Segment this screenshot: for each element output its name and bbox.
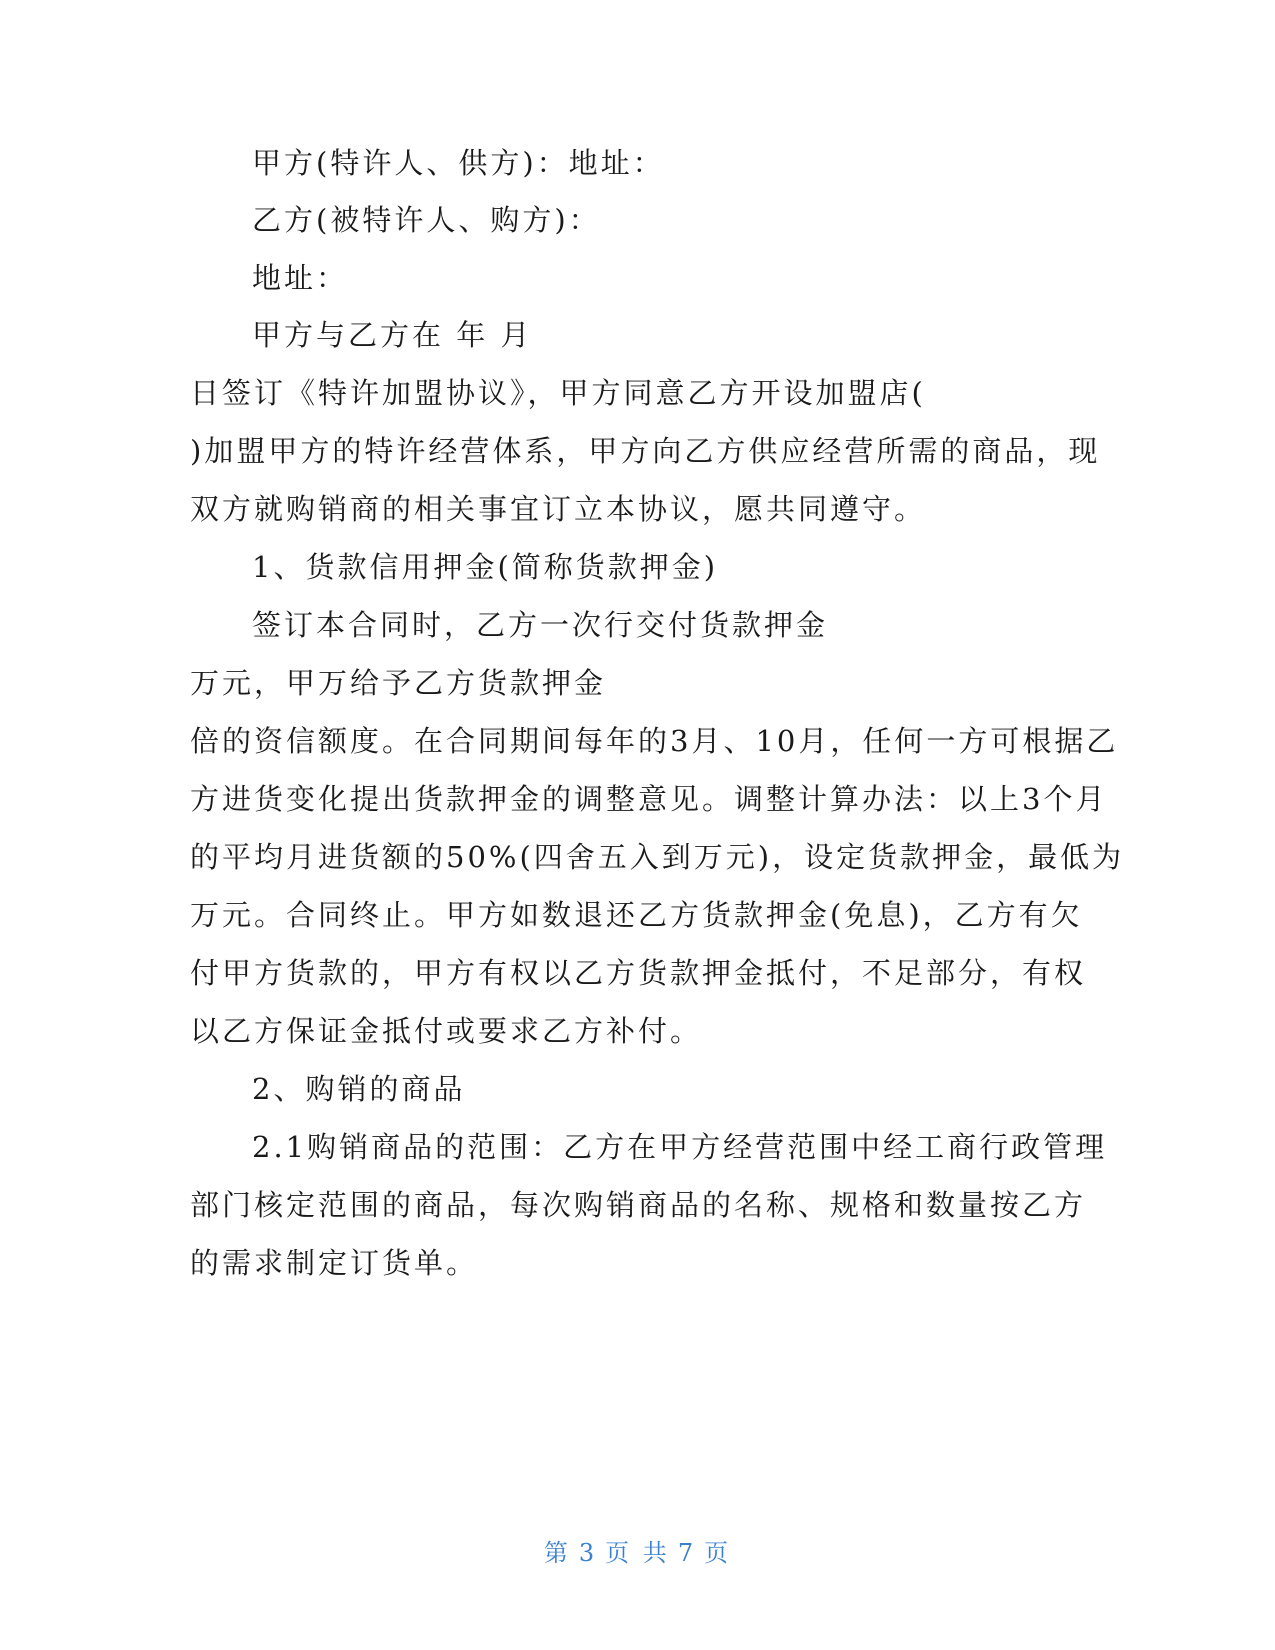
paragraph-line: 的平均月进货额的50%(四舍五入到万元)，设定货款押金，最低为 bbox=[190, 840, 1125, 874]
paragraph-line: )加盟甲方的特许经营体系，甲方向乙方供应经营所需的商品，现 bbox=[190, 434, 1101, 468]
paragraph-line: 万元。合同终止。甲方如数退还乙方货款押金(免息)，乙方有欠 bbox=[190, 898, 1083, 932]
paragraph-line: 倍的资信额度。在合同期间每年的3月、10月，任何一方可根据乙 bbox=[190, 724, 1119, 758]
paragraph-line: 的需求制定订货单。 bbox=[190, 1246, 479, 1280]
page-label-suffix: 页 bbox=[704, 1539, 732, 1567]
section-heading: 1、货款信用押金(简称货款押金) bbox=[252, 550, 719, 584]
total-pages-number: 7 bbox=[677, 1539, 697, 1567]
party-a-line: 甲方(特许人、供方)：地址： bbox=[252, 146, 665, 180]
current-page-number: 3 bbox=[578, 1539, 598, 1567]
paragraph-line: 双方就购销商的相关事宜订立本协议，愿共同遵守。 bbox=[190, 492, 927, 526]
page-label-prefix: 第 bbox=[543, 1539, 571, 1567]
paragraph-line: 部门核定范围的商品，每次购销商品的名称、规格和数量按乙方 bbox=[190, 1188, 1087, 1222]
paragraph-line: 甲方与乙方在 年 月 bbox=[252, 318, 533, 352]
address-line: 地址： bbox=[252, 261, 349, 295]
paragraph-line: 万元，甲万给予乙方货款押金 bbox=[190, 666, 607, 700]
paragraph-line: 付甲方货款的，甲方有权以乙方货款押金抵付，不足部分，有权 bbox=[190, 956, 1087, 990]
section-heading: 2、购销的商品 bbox=[252, 1072, 466, 1106]
paragraph-line: 日签订《特许加盟协议》，甲方同意乙方开设加盟店( bbox=[190, 376, 926, 410]
party-b-line: 乙方(被特许人、购方)： bbox=[252, 203, 601, 237]
paragraph-line: 以乙方保证金抵付或要求乙方补付。 bbox=[190, 1014, 703, 1048]
paragraph-line: 签订本合同时，乙方一次行交付货款押金 bbox=[252, 608, 829, 642]
page-footer bbox=[0, 1538, 1275, 1568]
paragraph-line: 2.1购销商品的范围：乙方在甲方经营范围中经工商行政管理 bbox=[252, 1130, 1108, 1164]
paragraph-line: 方进货变化提出货款押金的调整意见。调整计算办法：以上3个月 bbox=[190, 782, 1108, 816]
page-label-mid: 页 共 bbox=[605, 1539, 670, 1567]
